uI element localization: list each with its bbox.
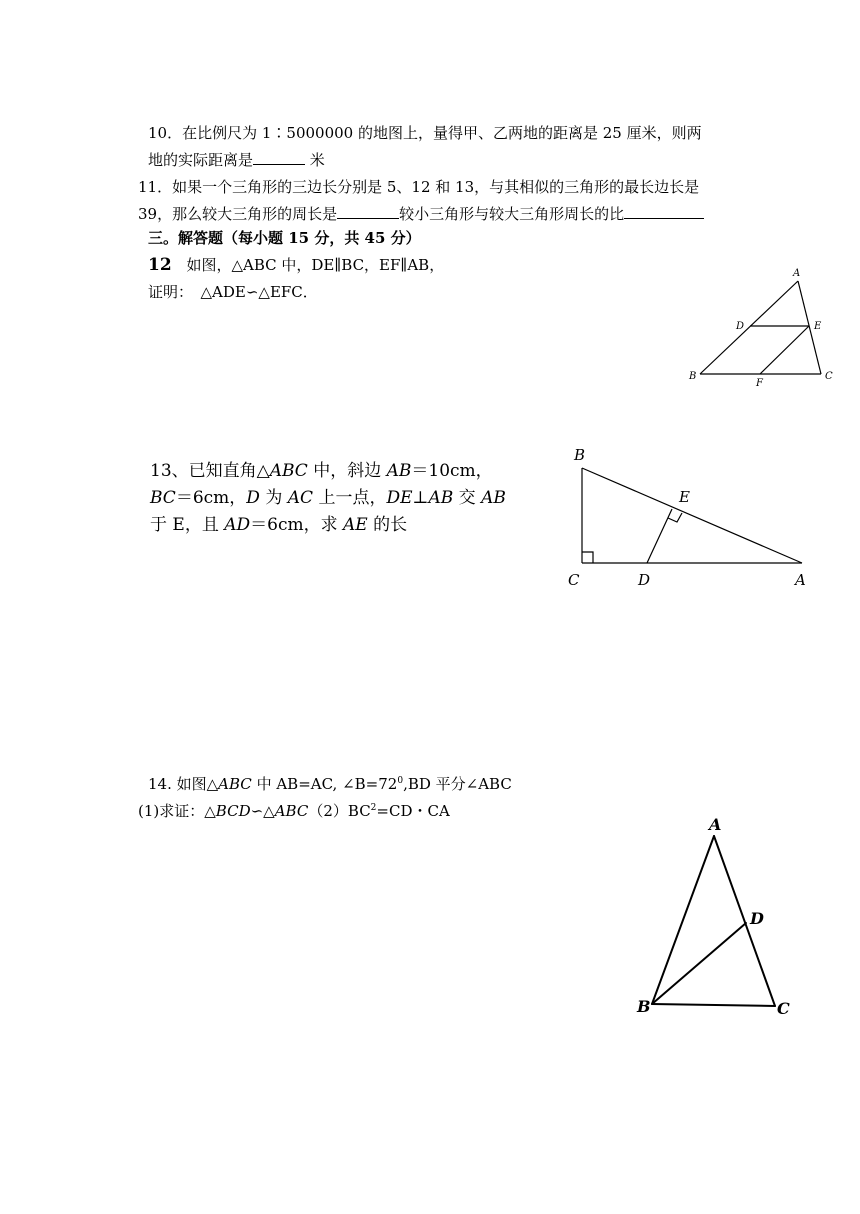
- q13-label-b: B: [574, 446, 586, 464]
- q11-text2b: 较小三角形与较大三角形周长的比: [399, 205, 625, 223]
- q13-t3e: 的长: [367, 515, 408, 535]
- q14-t2a: (1)求证：△: [138, 802, 216, 820]
- q12-label-d: D: [736, 321, 745, 332]
- q13-t2h: ⊥: [412, 488, 429, 508]
- q13-t1a: 13、已知直角△: [150, 461, 270, 481]
- q12-label-e: E: [814, 321, 822, 332]
- q14-t2e: （2）BC: [308, 802, 371, 820]
- q13-t3a: 于 E，且: [150, 515, 225, 535]
- q12-label-a: A: [793, 268, 801, 279]
- q14-t1d: 0: [397, 776, 404, 786]
- q13-t3c: ＝6cm，求: [250, 515, 344, 535]
- q13-t3d: AE: [343, 515, 368, 535]
- q14-t2b: BCD: [215, 802, 251, 820]
- q14-label-d: D: [750, 909, 764, 928]
- q14-t2d: ABC: [274, 802, 309, 820]
- q14-label-b: B: [637, 997, 651, 1016]
- q13-label-c: C: [568, 571, 580, 589]
- q13-t2k: AB: [481, 488, 506, 508]
- q12-label-c: C: [825, 371, 833, 382]
- q13-t2g: DE: [386, 488, 413, 508]
- q12-text2: 证明： △ADE∽△EFC．: [148, 283, 318, 301]
- q13-t2a: BC: [150, 488, 176, 508]
- q11-text1: 11．如果一个三角形的三边长分别是 5、12 和 13，与其相似的三角形的最长边长是: [138, 178, 700, 196]
- q13-t3b: AD: [224, 515, 251, 535]
- q10-text1: 10．在比例尺为 1∶5000000 的地图上，量得甲、乙两地的距离是 25 厘米，则两: [148, 124, 702, 142]
- q14-t1b: ABC: [218, 775, 252, 793]
- q14-side-ac: [714, 836, 775, 1006]
- q12-label-f: F: [756, 378, 763, 389]
- q12-label-b: B: [689, 371, 697, 382]
- q13-t2i: AB: [428, 488, 454, 508]
- q13-t2b: ＝6cm，: [175, 488, 247, 508]
- q13-t1e: ＝10cm，: [411, 461, 493, 481]
- q10-unit: 米: [309, 151, 325, 169]
- q13-label-e: E: [679, 488, 690, 506]
- q13-t2d: 为: [259, 488, 288, 508]
- q14-label-a: A: [709, 815, 722, 834]
- q14-t1a: 14. 如图△: [148, 775, 219, 793]
- q13-t1c: 中，斜边: [307, 461, 387, 481]
- q14-t2c: ∽△: [250, 802, 275, 820]
- q13-t2j: 交: [453, 488, 482, 508]
- q13-t1b: ABC: [269, 461, 308, 481]
- q14-label-c: C: [777, 999, 790, 1018]
- q14-t2g: =CD・CA: [376, 802, 450, 820]
- q14-side-bc: [652, 1004, 775, 1006]
- q13-t2f: 上一点，: [313, 488, 387, 508]
- q13-label-a: A: [795, 571, 806, 589]
- q14-side-ab: [652, 836, 714, 1004]
- q13-t1d: AB: [386, 461, 412, 481]
- q13-t2e: AC: [287, 488, 314, 508]
- q14-t1e: ,BD 平分∠ABC: [403, 775, 512, 793]
- q13-t2c: D: [246, 488, 260, 508]
- q13-label-d: D: [638, 571, 651, 589]
- q14-t1c: 中 AB=AC, ∠B=72: [251, 775, 398, 793]
- q11-text2a: 39，那么较大三角形的周长是: [138, 205, 338, 223]
- q10-text2: 地的实际距离是: [148, 151, 254, 169]
- q14-t2f: 2: [370, 803, 377, 813]
- q12-number: 12: [148, 255, 172, 275]
- q12-text1: 如图，△ABC 中，DE∥BC，EF∥AB，: [186, 256, 445, 274]
- section-3-heading: 三。解答题（每小题 15 分，共 45 分）: [148, 229, 421, 247]
